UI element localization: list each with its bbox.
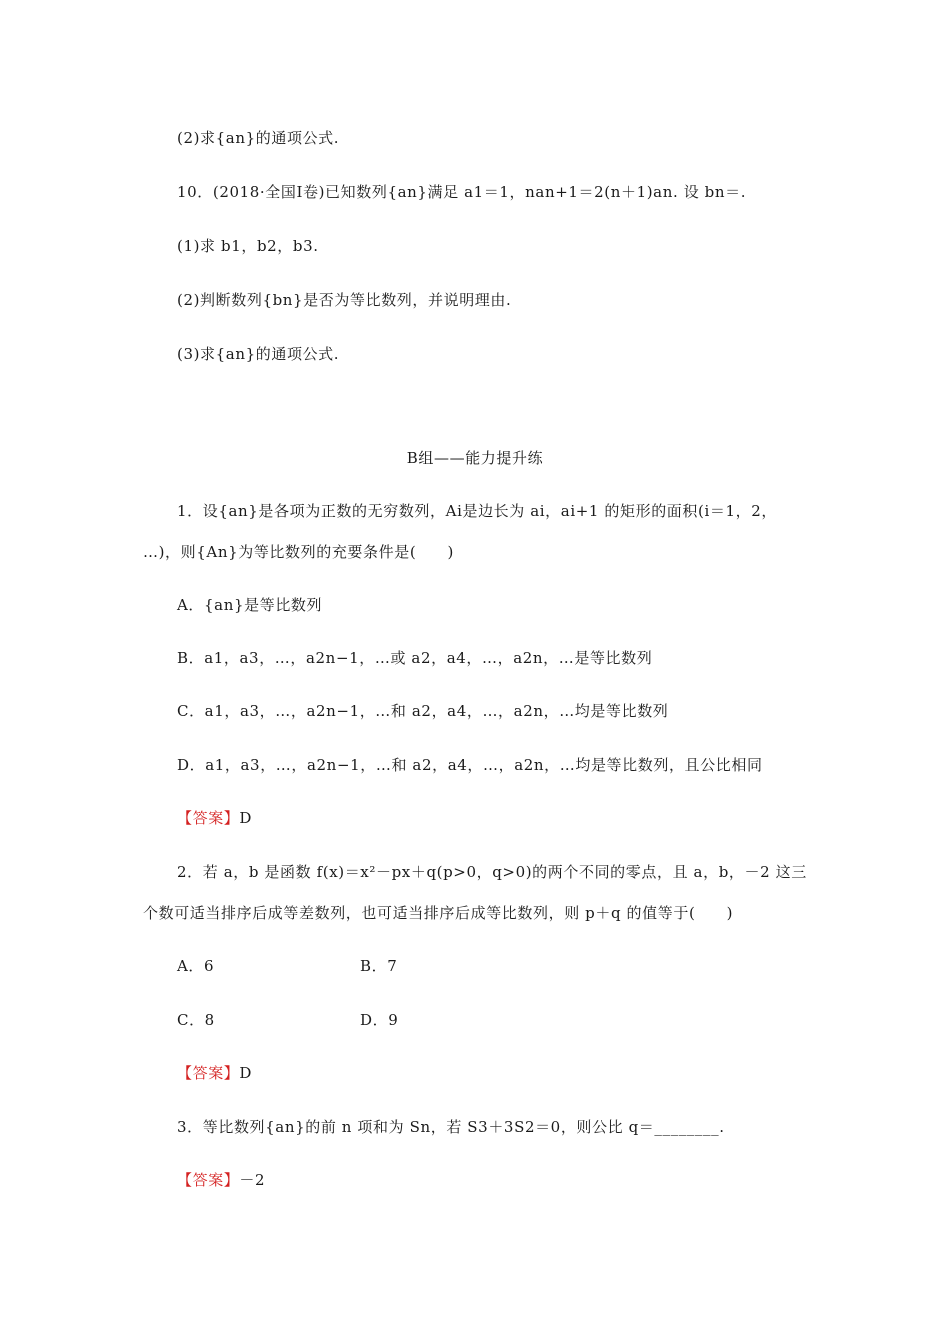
text-line: (2)判断数列{bn}是否为等比数列，并说明理由. <box>177 291 512 309</box>
answer-value: D <box>239 1064 253 1082</box>
question-3: 3．等比数列{an}的前 n 项和为 Sn，若 S3＋3S2＝0，则公比 q＝________. <box>177 1118 725 1136</box>
option-c: C．a1，a3，…，a2n−1，…和 a2，a4，…，a2n，…均是等比数列 <box>177 702 669 720</box>
option-d: D．9 <box>360 1011 399 1029</box>
question-1: 1．设{an}是各项为正数的无穷数列，Ai是边长为 ai，ai+1 的矩形的面积(i＝1，2， <box>177 502 777 520</box>
text-line: (1)求 b1，b2，b3. <box>177 237 319 255</box>
answer-label: 【答案】 <box>177 1171 240 1189</box>
option-a: A．{an}是等比数列 <box>177 596 323 614</box>
option-d: D．a1，a3，…，a2n−1，…和 a2，a4，…，a2n，…均是等比数列，且公比相同 <box>177 756 763 774</box>
answer-label: 【答案】 <box>177 1064 240 1082</box>
text-line: (2)求{an}的通项公式. <box>177 129 340 147</box>
question-1-cont: …)，则{An}为等比数列的充要条件是( ) <box>143 543 454 561</box>
answer-value: －2 <box>239 1171 266 1189</box>
answer-3 <box>177 1169 265 1191</box>
option-b: B．a1，a3，…，a2n−1，…或 a2，a4，…，a2n，…是等比数列 <box>177 649 653 667</box>
answer-value: D <box>239 809 253 827</box>
text-line: (3)求{an}的通项公式. <box>177 345 340 363</box>
section-heading: B组——能力提升练 <box>406 449 544 467</box>
option-b: B．7 <box>360 957 398 975</box>
answer-2 <box>177 1062 252 1084</box>
option-c: C．8 <box>177 1011 215 1029</box>
answer-label: 【答案】 <box>177 809 240 827</box>
question-2: 2．若 a，b 是函数 f(x)＝x²－px＋q(p>0，q>0)的两个不同的零点，且 a，b，－2 这三 <box>177 863 807 881</box>
question-2-cont: 个数可适当排序后成等差数列，也可适当排序后成等比数列，则 p＋q 的值等于( ) <box>143 904 734 922</box>
answer-1 <box>177 807 252 829</box>
option-a: A．6 <box>177 957 215 975</box>
question-10: 10．(2018·全国Ⅰ卷)已知数列{an}满足 a1＝1，nan+1＝2(n＋1)an. 设 bn＝. <box>177 183 747 201</box>
